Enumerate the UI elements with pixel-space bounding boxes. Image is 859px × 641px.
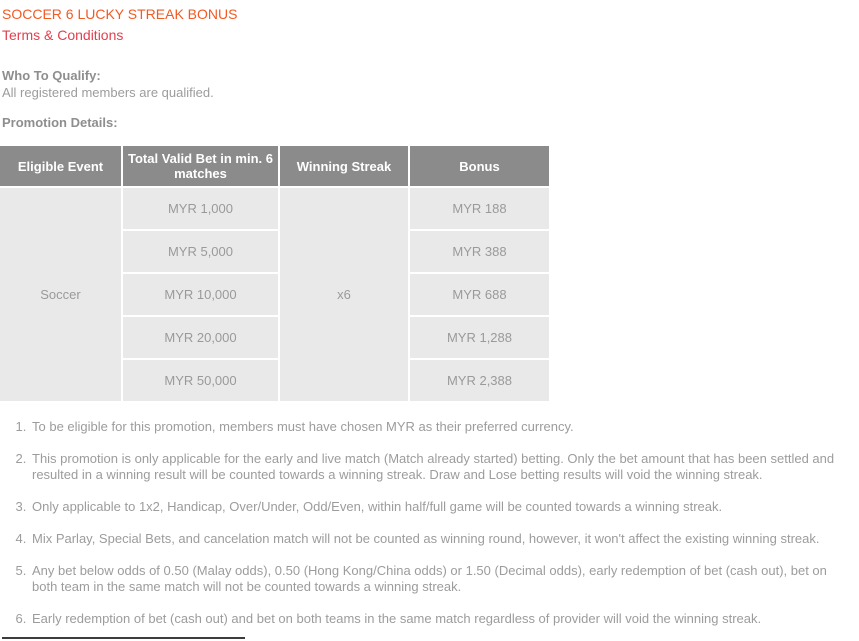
bet-cell: MYR 1,000 bbox=[122, 187, 279, 230]
bet-cell: MYR 10,000 bbox=[122, 273, 279, 316]
term-item: 1. To be eligible for this promotion, members must have chosen MYR as their preferred currency. bbox=[30, 419, 843, 435]
header-cell-eligible-event: Eligible Event bbox=[0, 146, 122, 187]
terms-list bbox=[2, 419, 853, 627]
bonus-cell: MYR 688 bbox=[409, 273, 550, 316]
header-cell-bonus: Bonus bbox=[409, 146, 550, 187]
bet-cell: MYR 5,000 bbox=[122, 230, 279, 273]
bonus-cell: MYR 1,288 bbox=[409, 316, 550, 359]
bottom-divider bbox=[2, 637, 245, 639]
table-row bbox=[0, 187, 550, 230]
header-cell-total-valid-bet: Total Valid Bet in min. 6 matches bbox=[122, 146, 279, 187]
term-item: 5. Any bet below odds of 0.50 (Malay odds), 0.50 (Hong Kong/China odds) or 1.50 (Decimal odds), early redemption of bet (cash out), bet on both team in the same match will not be counted towards a winning streak. bbox=[30, 563, 843, 595]
bonus-cell: MYR 388 bbox=[409, 230, 550, 273]
winning-streak-cell: x6 bbox=[279, 187, 409, 402]
term-item: 2. This promotion is only applicable for the early and live match (Match already started) betting. Only the bet amount that has been settled and resulted in a winning result will be counted towards a winning streak. Draw and Lose betting results will void the winning streak. bbox=[30, 451, 843, 483]
qualify-heading: Who To Qualify: bbox=[2, 68, 101, 83]
bet-cell: MYR 20,000 bbox=[122, 316, 279, 359]
term-item: 4. Mix Parlay, Special Bets, and cancelation match will not be counted as winning round, however, it won't affect the existing winning streak. bbox=[30, 531, 843, 547]
table-header-row bbox=[0, 146, 550, 187]
bonus-cell: MYR 188 bbox=[409, 187, 550, 230]
promotion-table bbox=[0, 146, 551, 403]
details-heading: Promotion Details: bbox=[2, 115, 118, 130]
page-title: SOCCER 6 LUCKY STREAK BONUS bbox=[2, 6, 238, 22]
term-item: 6. Early redemption of bet (cash out) and bet on both teams in the same match regardless of provider will void the winning streak. bbox=[30, 611, 843, 627]
terms-conditions-link[interactable]: Terms & Conditions bbox=[2, 27, 124, 43]
bonus-cell: MYR 2,388 bbox=[409, 359, 550, 402]
event-cell: Soccer bbox=[0, 187, 122, 402]
header-cell-winning-streak: Winning Streak bbox=[279, 146, 409, 187]
qualify-text: All registered members are qualified. bbox=[2, 85, 214, 100]
bet-cell: MYR 50,000 bbox=[122, 359, 279, 402]
term-item: 3. Only applicable to 1x2, Handicap, Over/Under, Odd/Even, within half/full game will be counted towards a winning streak. bbox=[30, 499, 843, 515]
